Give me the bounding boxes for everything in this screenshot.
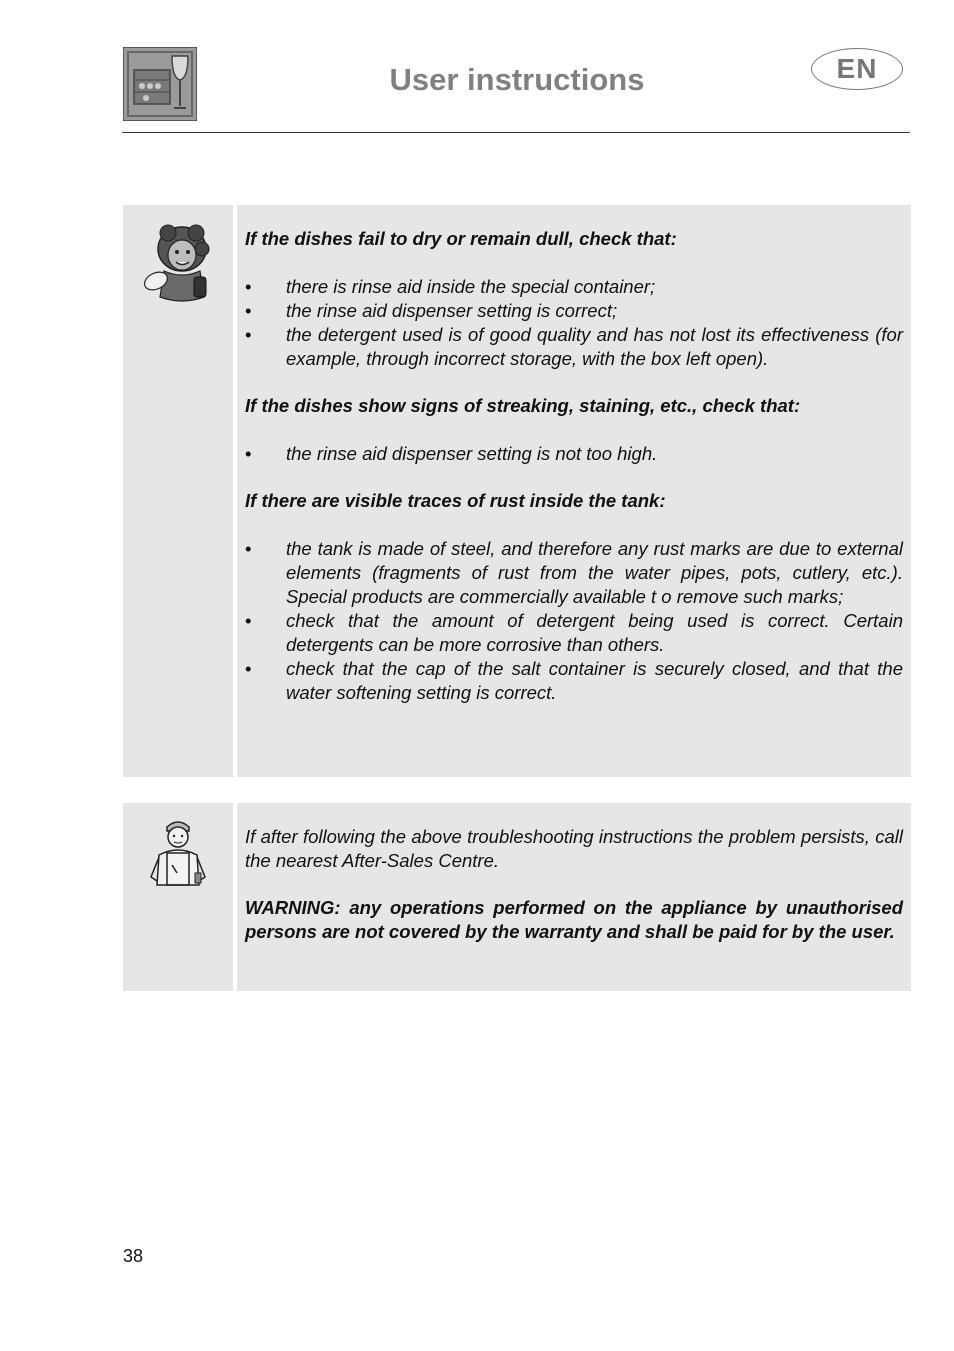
list-item <box>245 275 903 299</box>
icon-cell <box>123 803 233 991</box>
bullet-icon: • <box>245 276 252 297</box>
list-item-text: the tank is made of steel, and therefore any rust marks are due to external elements (fragments of rust from the water pipes, pots, cutlery, etc.). Special products are commercially available t o remove such marks; <box>286 538 903 607</box>
technician-icon <box>143 815 213 895</box>
list-item <box>245 657 903 705</box>
heading-streaking: If the dishes show signs of streaking, staining, etc., check that: <box>245 395 801 416</box>
page-title: User instructions <box>389 62 645 97</box>
bullet-list <box>245 275 903 371</box>
woman-with-dishes-icon <box>138 219 218 309</box>
after-sales-panel <box>123 803 911 991</box>
list-item-text: check that the cap of the salt container is securely closed, and that the water softening setting is correct. <box>286 658 903 703</box>
list-item-text: the rinse aid dispenser setting is correct; <box>286 300 618 321</box>
bullet-list <box>245 537 903 705</box>
list-item-text: the detergent used is of good quality and has not lost its effectiveness (for example, through incorrect storage, with the box left open). <box>286 324 903 369</box>
list-item-text: the rinse aid dispenser setting is not too high. <box>286 443 658 464</box>
list-item <box>245 323 903 371</box>
bullet-icon: • <box>245 610 252 631</box>
icon-cell <box>123 205 233 777</box>
bullet-icon: • <box>245 324 252 345</box>
list-item <box>245 299 903 323</box>
after-sales-text <box>237 803 911 991</box>
list-item-text: there is rinse aid inside the special container; <box>286 276 656 297</box>
troubleshooting-text <box>237 205 911 777</box>
heading-rust: If there are visible traces of rust inside the tank: <box>245 490 666 511</box>
bullet-icon: • <box>245 300 252 321</box>
after-sales-paragraph: If after following the above troubleshooting instructions the problem persists, call the nearest After-Sales Centre. <box>245 826 903 871</box>
list-item <box>245 537 903 609</box>
list-item-text: check that the amount of detergent being used is correct. Certain detergents can be more corrosive than others. <box>286 610 903 655</box>
heading-dull-dishes: If the dishes fail to dry or remain dull, check that: <box>245 228 677 249</box>
bullet-icon: • <box>245 443 252 464</box>
page-number: 38 <box>123 1246 144 1266</box>
header-divider <box>122 132 910 133</box>
list-item <box>245 442 903 466</box>
troubleshooting-panel <box>123 205 911 777</box>
warranty-warning: WARNING: any operations performed on the appliance by unauthorised persons are not covered by the warranty and shall be paid for by the user. <box>245 897 903 942</box>
bullet-list <box>245 442 903 466</box>
language-badge: EN <box>811 48 903 90</box>
list-item <box>245 609 903 657</box>
bullet-icon: • <box>245 658 252 679</box>
bullet-icon: • <box>245 538 252 559</box>
